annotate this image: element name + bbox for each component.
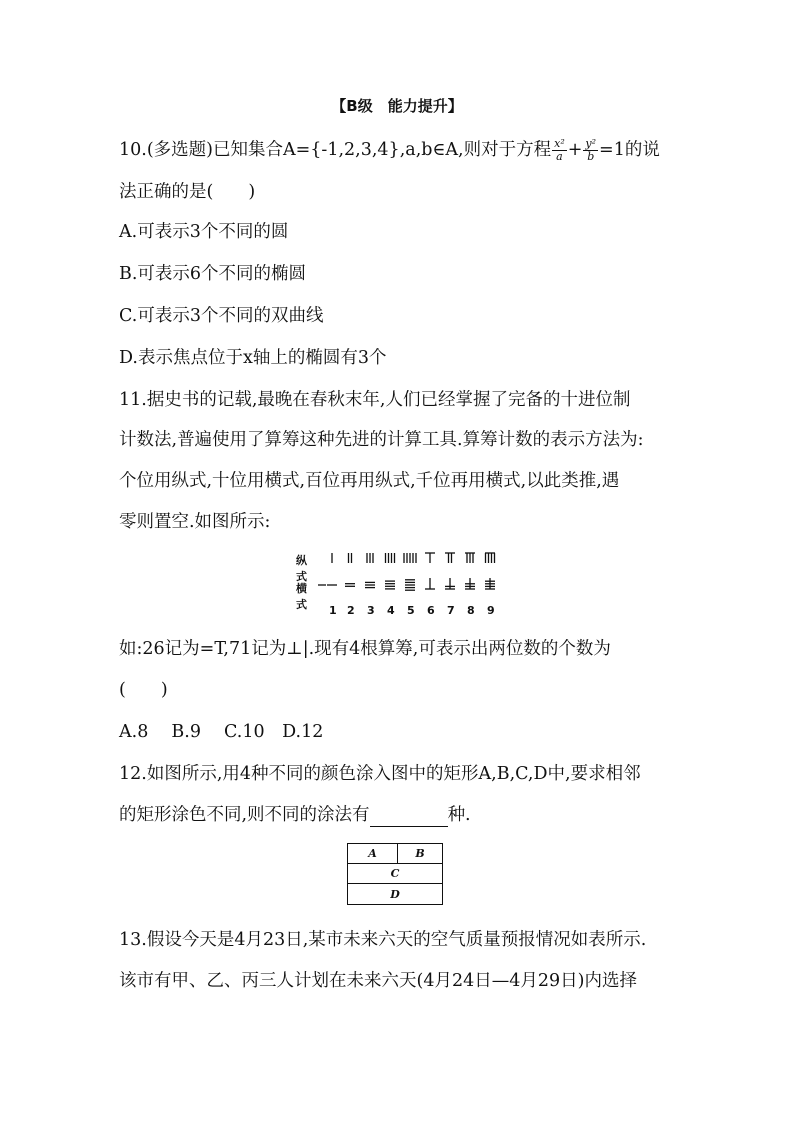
- rod-digit-label: 3: [367, 604, 375, 617]
- q10-option-d: D.表示焦点位于x轴上的椭圆有3个: [119, 348, 387, 368]
- rod-digit-label: 2: [347, 604, 355, 617]
- q10-option-b: B.可表示6个不同的椭圆: [119, 264, 307, 284]
- q11-example: 如:26记为=T,71记为⊥|.现有4根算筹,可表示出两位数的个数为: [119, 639, 611, 659]
- plus-sign: +: [567, 140, 583, 160]
- q11-options: A.8 B.9 C.10 D.12: [119, 722, 324, 742]
- q13-line2: 该市有甲、乙、丙三人计划在未来六天(4月24日—4月29日)内选择: [119, 971, 637, 991]
- frac-numerator: x²: [554, 137, 565, 150]
- q11-paren: ( ): [119, 680, 168, 700]
- fraction-x2-over-a: [552, 138, 567, 163]
- rod-numeral-glyphs: [296, 548, 506, 608]
- cell-b: B: [398, 844, 442, 864]
- rod-digit-label: 5: [407, 604, 415, 617]
- q10-line2: 法正确的是( ): [119, 182, 256, 202]
- frac-numerator: y²: [585, 137, 597, 150]
- rod-digit-label: 7: [447, 604, 455, 617]
- q10-line1: [119, 138, 660, 163]
- fraction-y2-over-b: [583, 138, 598, 163]
- q12-line2: [119, 803, 471, 827]
- rod-digit-label: 9: [487, 604, 495, 617]
- frac-denominator: a: [556, 150, 563, 163]
- q11-line3: 个位用纵式,十位用横式,百位再用纵式,千位再用横式,以此类推,遇: [119, 471, 620, 491]
- q12-line1: 12.如图所示,用4种不同的颜色涂入图中的矩形A,B,C,D中,要求相邻: [119, 764, 641, 784]
- section-title: 【B级 能力提升】: [331, 97, 463, 115]
- rod-digit-label: 4: [387, 604, 395, 617]
- q11-line2: 计数法,普遍使用了算筹这种先进的计算工具.算筹计数的表示方法为:: [119, 430, 644, 450]
- cell-c: C: [348, 864, 442, 884]
- q11-line4: 零则置空.如图所示:: [119, 512, 271, 532]
- rectangle-diagram: [347, 843, 443, 905]
- answer-blank: [370, 808, 448, 827]
- q12-stem: 的矩形涂色不同,则不同的涂法有: [119, 805, 370, 825]
- rod-digit-label: 1: [329, 604, 337, 617]
- q10-option-a: A.可表示3个不同的圆: [119, 222, 289, 242]
- q10-option-c: C.可表示3个不同的双曲线: [119, 306, 324, 326]
- q10-stem-start: 10.(多选题)已知集合A={-1,2,3,4},a,b∈A,则对于方程: [119, 140, 552, 160]
- cell-a: A: [348, 844, 398, 864]
- rod-digit-label: 6: [427, 604, 435, 617]
- rod-digit-label: 8: [467, 604, 475, 617]
- vertical-label: 纵式: [296, 554, 307, 583]
- horizontal-label: 横式: [296, 582, 307, 611]
- q11-line1: 11.据史书的记载,最晚在春秋末年,人们已经掌握了完备的十进位制: [119, 390, 631, 410]
- q13-line1: 13.假设今天是4月23日,某市未来六天的空气质量预报情况如表所示.: [119, 930, 647, 950]
- frac-denominator: b: [587, 150, 595, 163]
- q12-stem-end: 种.: [447, 805, 471, 825]
- cell-d: D: [390, 887, 400, 901]
- q10-stem-end: =1的说: [599, 140, 660, 160]
